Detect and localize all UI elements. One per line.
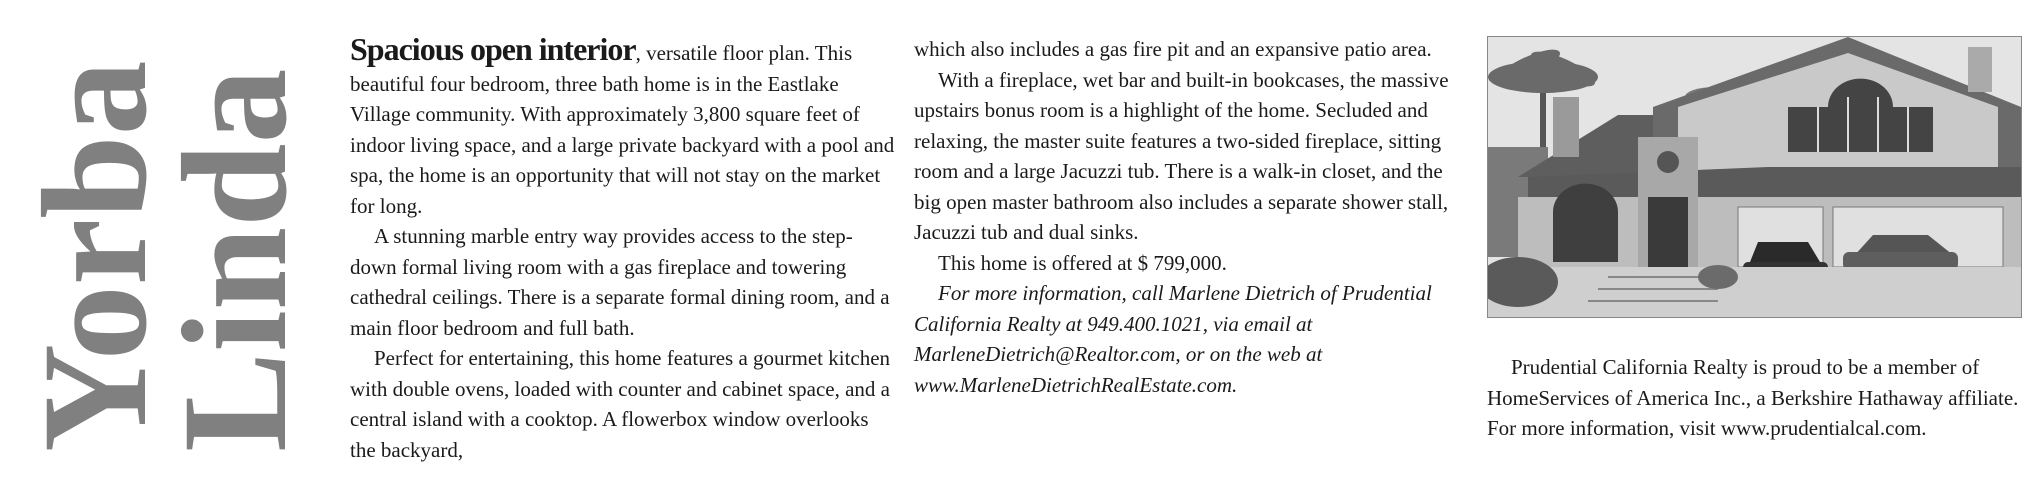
- lead-in-heading: Spacious open interior: [350, 31, 636, 67]
- paragraph: Perfect for entertaining, this home features a gourmet kitchen with double ovens, loaded with counter and cabinet space, and a central island with a cooktop. A flowerbox window overlooks the backyard,: [350, 346, 891, 462]
- paragraph: Prudential California Realty is proud to be a member of HomeServices of America Inc., a Berkshire Hathaway affiliate. For more information, visit www.prudentialcal.com.: [1487, 355, 2019, 440]
- vertical-title: [12, 0, 318, 498]
- article-column-1: [350, 31, 895, 465]
- contact-paragraph: For more information, call Marlene Dietrich of Prudential California Realty at 949.400.1021, via email at MarleneDietrich@Realtor.com, or on the web at www.MarleneDietrichRealEstate.com.: [914, 281, 1432, 397]
- title-line-1: Yorba: [12, 60, 178, 452]
- paragraph: which also includes a gas fire pit and an expansive patio area.: [914, 37, 1432, 61]
- paragraph: With a fireplace, wet bar and built-in bookcases, the massive upstairs bonus room is a highlight of the home. Secluded and relaxing, the master suite features a two-sided fireplace, sitting room and a large Jacuzzi tub. There is a walk-in closet, and the big open master bathroom also includes a separate shower stall, Jacuzzi tub and dual sinks.: [914, 67, 1449, 244]
- paragraph: [350, 31, 895, 221]
- paragraph: A stunning marble entry way provides access to the step-down formal living room with a gas fireplace and towering cathedral ceilings. There is a separate formal dining room, and a main floor bedroom and full bath.: [350, 224, 890, 340]
- article-column-3: [1487, 352, 2027, 444]
- house-photo: [1487, 36, 2022, 318]
- price-paragraph: This home is offered at $ 799,000.: [938, 250, 1227, 275]
- paragraph-text: , versatile floor plan. This beautiful four bedroom, three bath home is in the Eastlake Village community. With approximately 3,800 square feet of indoor living space, and a large private backyard with a pool and spa, the home is an opportunity that will not stay on the market for long.: [350, 41, 895, 218]
- article-column-2: [914, 34, 1464, 400]
- title-line-2: Linda: [152, 68, 318, 452]
